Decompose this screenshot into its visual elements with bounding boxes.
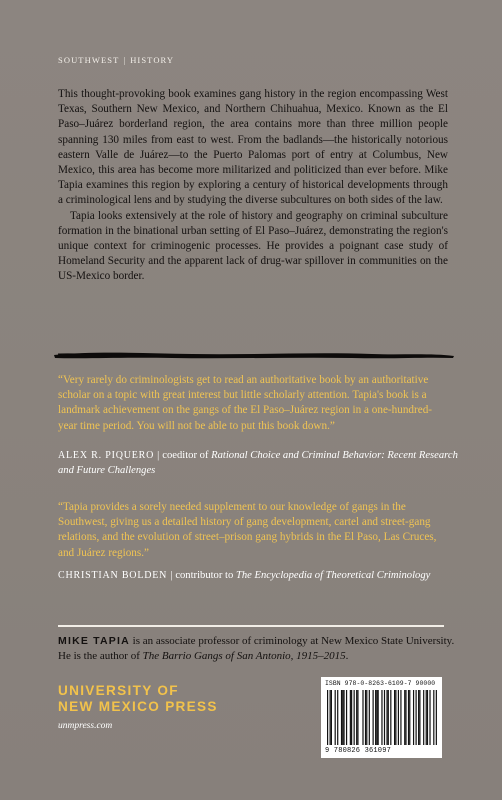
author-bio [58, 634, 458, 664]
attribution-separator-1: | [157, 450, 160, 461]
category-history: HISTORY [130, 55, 175, 65]
author-name: MIKE TAPIA [58, 635, 130, 647]
attribution-separator-2: | [170, 570, 173, 581]
blurb-work-1: Rational Choice and Criminal Behavior: Recent Research and Future Challenges [58, 450, 458, 476]
barcode-bars [327, 690, 437, 745]
barcode [321, 677, 442, 758]
author-other-book: The Barrio Gangs of San Antonio, 1915–2015 [142, 650, 346, 662]
author-bio-text: is an associate professor of criminology at New Mexico State University. He is the author of [58, 635, 455, 662]
publisher-line-2: NEW MEXICO PRESS [58, 699, 218, 714]
description-paragraph-2: Tapia looks extensively at the role of history and geography on criminal subculture formation in the binational urban setting of El Paso–Juárez, demonstrating the region's unique context for criminogenic processes. He provides a poignant case study of Homeland Security and the apparent lack of drug-war spillover in communities on the US-Mexico border. [58, 209, 448, 283]
blurb-author-2: CHRISTIAN BOLDEN [58, 570, 168, 581]
blurb-attribution-2 [58, 568, 458, 583]
blurb-attribution-1 [58, 448, 458, 478]
blurb-quote-1: “Very rarely do criminologists get to read an authoritative book by an authoritative scholar on a topic with great interest but little scholarly attention. Tapia's book is a landmark achievement on the gangs of the El Paso–Juárez region in a one-hundred-year time period. You will not be able to put this book down.” [58, 374, 433, 432]
bio-divider-line [58, 625, 444, 627]
category-separator: | [123, 55, 127, 65]
publisher-website: unmpress.com [58, 721, 113, 731]
category-southwest: SOUTHWEST [58, 55, 120, 65]
price-code: 90000 [415, 680, 436, 687]
barcode-digits: 9 780826 361097 [325, 747, 392, 755]
description-paragraph-1: This thought-provoking book examines gang history in the region encompassing West Texas, Southern New Mexico, and Northern Chihuahua, Mexico. Known as the El Paso–Juárez borderland region, the area contains more than three million people spanning 130 miles from east to west. From the badlands—the historically notorious eastern Valle de Juárez—to the Puerto Palomas port of entry at Columbus, New Mexico, this area has become more militarized and politicized than ever before. Mike Tapia examines this region by exploring a century of historical developments through a criminological lens and by studying the diverse subcultures on both sides of the law. [58, 88, 448, 207]
author-bio-end: . [345, 650, 349, 662]
book-description [58, 87, 448, 285]
blurb-role-1: coeditor of [162, 450, 209, 461]
category-label [58, 55, 174, 65]
brush-stroke-divider [52, 348, 456, 362]
blurb-quote-2: “Tapia provides a sorely needed supplement to our knowledge of gangs in the Southwest, giving us a detailed history of gang development, cartel and street-gang relations, and the evolution of street–prison gang hybrids in the El Paso, Las Cruces, and Juárez regions.” [58, 501, 437, 559]
blurb-author-1: ALEX R. PIQUERO [58, 450, 155, 461]
blurb-work-2: The Encyclopedia of Theoretical Criminology [235, 570, 431, 581]
isbn-label [325, 680, 439, 687]
publisher-logo [58, 683, 298, 715]
publisher-line-1: UNIVERSITY OF [58, 683, 179, 698]
isbn-number: ISBN 978-0-8263-6109-7 [325, 680, 412, 687]
blurb-role-2: contributor to [175, 570, 234, 581]
